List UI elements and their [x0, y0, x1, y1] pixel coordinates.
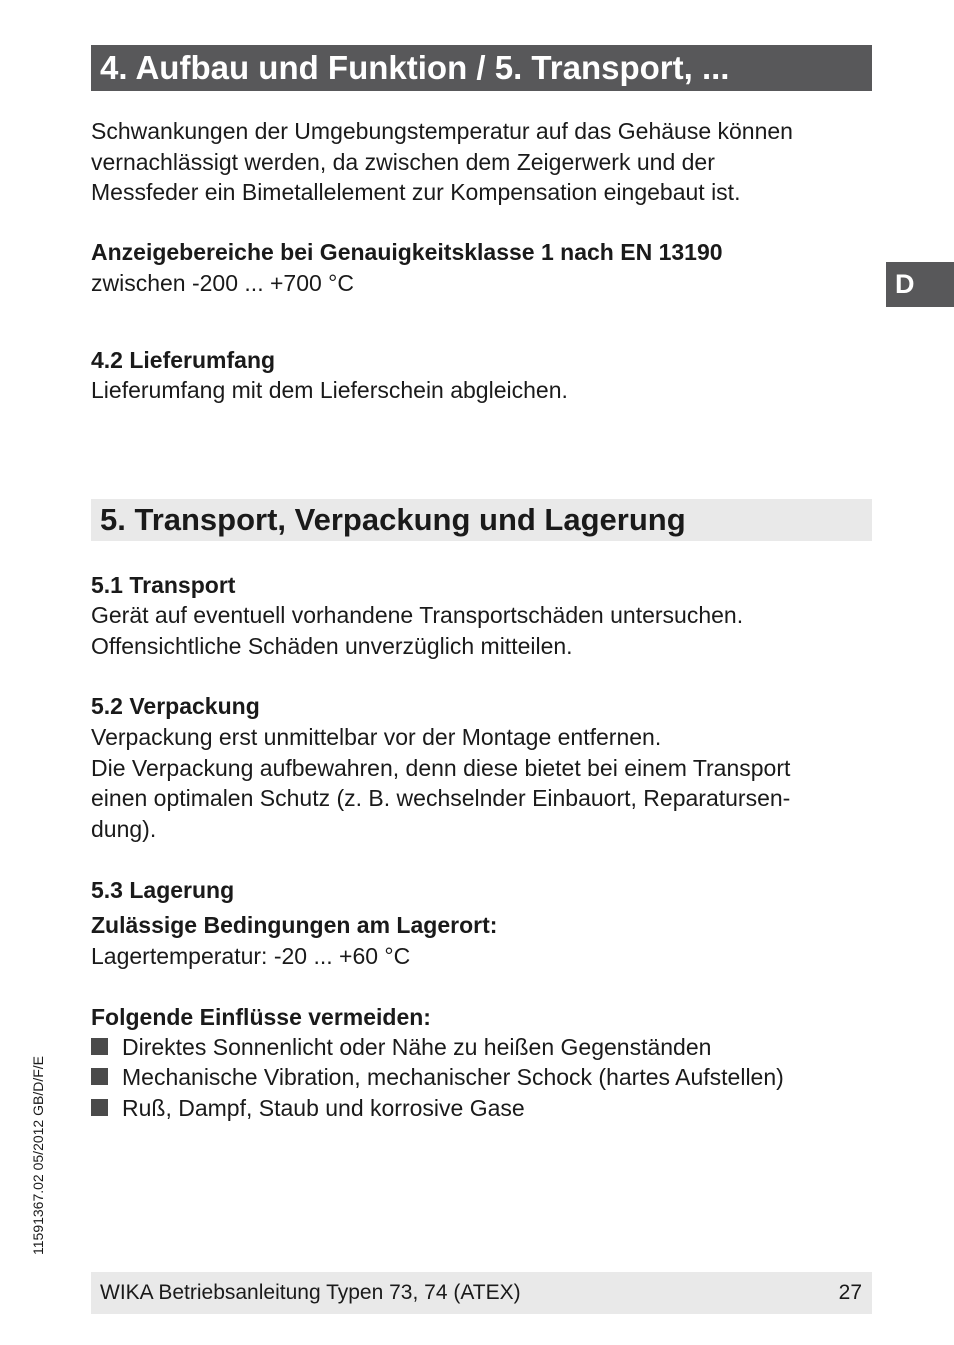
- intro-paragraph: [91, 116, 881, 208]
- text-line: einen optimalen Schutz (z. B. wechselnder Einbauort, Reparatursen-: [91, 785, 791, 811]
- avoid-influences-heading: Folgende Einflüsse vermeiden:: [91, 1004, 431, 1030]
- section-4-2-text: Lieferumfang mit dem Lieferschein abgleichen.: [91, 377, 568, 403]
- ranges-heading: Anzeigebereiche bei Genauigkeitsklasse 1 nach EN 13190: [91, 239, 723, 265]
- text-line: Verpackung erst unmittelbar vor der Montage entfernen.: [91, 724, 662, 750]
- document-code: 11591367.02 05/2012 GB/D/F/E: [30, 1056, 46, 1255]
- page-number: 27: [838, 1281, 862, 1304]
- language-tab: D: [886, 262, 954, 307]
- intro-line: vernachlässigt werden, da zwischen dem Zeigerwerk und der: [91, 148, 715, 175]
- intro-line: Messfeder ein Bimetallelement zur Kompensation eingebaut ist.: [91, 179, 741, 205]
- section-5-1-text: [91, 600, 881, 661]
- text-line: dung).: [91, 815, 157, 842]
- text-line: Offensichtliche Schäden unverzüglich mitteilen.: [91, 632, 573, 659]
- section-5-header: 5. Transport, Verpackung und Lagerung: [91, 499, 872, 541]
- section-5-2-text: [91, 722, 881, 844]
- bullet-square-icon: [91, 1038, 108, 1055]
- section-4-2-heading: 4.2 Lieferumfang: [91, 347, 276, 373]
- storage-temperature-text: Lagertemperatur: -20 ... +60 °C: [91, 943, 411, 969]
- section-5-1-heading: 5.1 Transport: [91, 572, 236, 598]
- text-line: Gerät auf eventuell vorhandene Transportschäden untersuchen.: [91, 602, 744, 628]
- intro-line: Schwankungen der Umgebungstemperatur auf das Gehäuse können: [91, 118, 793, 144]
- list-item: [91, 1032, 881, 1063]
- bullet-square-icon: [91, 1099, 108, 1116]
- text-line: Die Verpackung aufbewahren, denn diese bietet bei einem Transport: [91, 754, 791, 781]
- section-5-2-heading: 5.2 Verpackung: [91, 693, 260, 719]
- list-item-text: Mechanische Vibration, mechanischer Schock (hartes Aufstellen): [122, 1064, 784, 1090]
- chapter-header: 4. Aufbau und Funktion / 5. Transport, ...: [91, 45, 872, 91]
- footer-title: WIKA Betriebsanleitung Typen 73, 74 (ATEX): [100, 1281, 521, 1304]
- section-5-3-heading: 5.3 Lagerung: [91, 877, 235, 903]
- list-item: [91, 1093, 881, 1124]
- list-item-text: Direktes Sonnenlicht oder Nähe zu heißen Gegenständen: [122, 1034, 712, 1060]
- ranges-text: zwischen -200 ... +700 °C: [91, 270, 354, 296]
- list-item-text: Ruß, Dampf, Staub und korrosive Gase: [122, 1095, 525, 1121]
- storage-conditions-heading: Zulässige Bedingungen am Lagerort:: [91, 912, 498, 938]
- bullet-square-icon: [91, 1068, 108, 1085]
- list-item: [91, 1062, 881, 1093]
- page-footer: [91, 1272, 872, 1314]
